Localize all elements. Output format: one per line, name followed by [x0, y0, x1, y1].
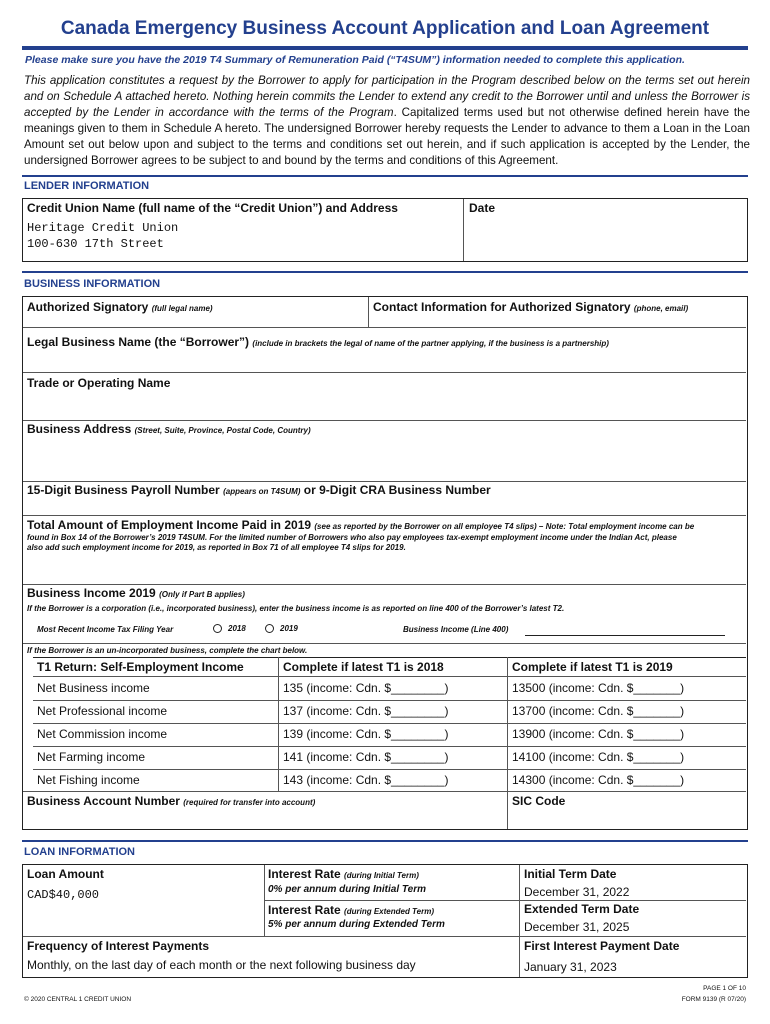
business-section-title: BUSINESS INFORMATION [24, 278, 161, 290]
business-address-field[interactable] [27, 437, 742, 477]
sic-code-field[interactable] [512, 809, 740, 825]
authorized-signatory-field[interactable] [27, 313, 363, 325]
title-rule [22, 46, 748, 50]
unincorporated-note: If the Borrower is an un-incorporated business, complete the chart below. [27, 646, 308, 655]
interest-rate-extended-value: 5% per annum during Extended Term [268, 919, 445, 930]
employment-income-label: Total Amount of Employment Income Paid in 2019 (see as reported by the Borrower on all employee T4 slips) – Note: Total employment income can be [27, 518, 695, 532]
t1-header-col3: Complete if latest T1 is 2019 [512, 660, 673, 674]
trade-name-field[interactable] [27, 391, 742, 417]
t1-table [33, 657, 746, 791]
employment-income-note-3: also add such employment income for 2019, as reported in Box 71 of all employee T4 slips for 2019. [27, 543, 406, 552]
year-2018-radio[interactable]: 2018 [213, 624, 246, 633]
t1-header-col2: Complete if latest T1 is 2018 [283, 660, 444, 674]
corporation-note: If the Borrower is a corporation (i.e., incorporated business), enter the business income is as reported on line 400 of the Borrower’s latest T2. [27, 604, 565, 613]
t1-2019-field[interactable]: 14300 (income: Cdn. $_______) [512, 773, 685, 787]
payment-frequency-label: Frequency of Interest Payments [27, 939, 210, 953]
form-number: FORM 9139 (R 07/20) [681, 996, 746, 1003]
trade-name-label: Trade or Operating Name [27, 376, 171, 390]
contact-info-label: Contact Information for Authorized Signatory (phone, email) [373, 300, 689, 314]
intro-paragraph [24, 73, 750, 169]
tax-filing-year-label: Most Recent Income Tax Filing Year [37, 625, 174, 634]
t1-2018-field[interactable]: 135 (income: Cdn. $________) [283, 681, 449, 695]
account-number-field[interactable] [27, 809, 497, 825]
initial-term-date-value: December 31, 2022 [524, 885, 630, 899]
intro-part2: . Capitalized terms used but not otherwise defined herein have the meanings given to them in Schedule A hereto. The undersigned Borrower hereby requests the Lender to advance to them a Loan in the Loan Amount set out below upon and subject to the terms and conditions set out herein, and if such application is accepted by the Lender, the undersigned Borrower agrees to be subject to and bound by the terms and conditions of this Agreement. [24, 106, 750, 167]
t1-row-label: Net Fishing income [37, 773, 140, 787]
loan-section-title: LOAN INFORMATION [24, 846, 136, 858]
payroll-number-field[interactable] [27, 498, 742, 512]
business-income-label: Business Income 2019 (Only if Part B applies) [27, 586, 245, 600]
t1-2018-field[interactable]: 137 (income: Cdn. $________) [283, 704, 449, 718]
interest-rate-extended-label: Interest Rate (during Extended Term) [268, 903, 434, 917]
interest-rate-initial-value: 0% per annum during Initial Term [268, 884, 426, 895]
t1-row-label: Net Farming income [37, 750, 146, 764]
payment-frequency-value: Monthly, on the last day of each month or the next following business day [27, 958, 416, 972]
t1-2019-field[interactable]: 13500 (income: Cdn. $_______) [512, 681, 685, 695]
year-2019-radio[interactable]: 2019 [265, 624, 298, 633]
date-label: Date [469, 201, 496, 215]
t1-2019-field[interactable]: 14100 (income: Cdn. $_______) [512, 750, 685, 764]
t4sum-note: Please make sure you have the 2019 T4 Summary of Remuneration Paid (“T4SUM”) information needed to complete this application. [25, 54, 685, 66]
t1-row-label: Net Professional income [37, 704, 168, 718]
lender-section-title: LENDER INFORMATION [24, 180, 150, 192]
legal-business-name-label: Legal Business Name (the “Borrower”) (include in brackets the legal of name of the partner applying, if the business is a partnership) [27, 335, 609, 349]
business-income-line-label: Business Income (Line 400) [403, 625, 509, 634]
credit-union-address-field[interactable]: 100-630 17th Street [27, 237, 164, 251]
t1-2019-field[interactable]: 13700 (income: Cdn. $_______) [512, 704, 685, 718]
loan-amount-label: Loan Amount [27, 867, 104, 881]
authorized-signatory-label: Authorized Signatory (full legal name) [27, 300, 213, 314]
interest-rate-initial-label: Interest Rate (during Initial Term) [268, 867, 419, 881]
t1-2018-field[interactable]: 141 (income: Cdn. $________) [283, 750, 449, 764]
legal-business-name-field[interactable] [27, 349, 742, 367]
lender-rule [22, 175, 748, 177]
loan-box [22, 864, 748, 978]
employment-income-field[interactable] [27, 555, 742, 581]
business-box [22, 296, 748, 830]
contact-info-field[interactable] [373, 313, 743, 325]
document-title: Canada Emergency Business Account Application and Loan Agreement [60, 18, 710, 39]
account-number-label: Business Account Number (required for transfer into account) [27, 794, 316, 808]
lender-box [22, 198, 748, 262]
extended-term-date-label: Extended Term Date [524, 902, 640, 916]
business-income-line-field[interactable] [525, 633, 725, 636]
t1-row-label: Net Business income [37, 681, 150, 695]
radio-2019-icon[interactable] [265, 624, 274, 633]
business-rule [22, 271, 748, 273]
t1-2018-field[interactable]: 139 (income: Cdn. $________) [283, 727, 449, 741]
t1-2018-field[interactable]: 143 (income: Cdn. $________) [283, 773, 449, 787]
intro-part1: This application constitutes a request by the Borrower to apply for participation in the Program described below on the terms set out herein and on Schedule A attached hereto. Nothing herein commits the Lender to extend any credit to the Borrower until and unless the Borrower is accepted by the Lender in accordance with the terms of the Program [24, 74, 750, 119]
radio-2018-icon[interactable] [213, 624, 222, 633]
t1-2019-field[interactable]: 13900 (income: Cdn. $_______) [512, 727, 685, 741]
business-address-label: Business Address (Street, Suite, Province, Postal Code, Country) [27, 422, 311, 436]
credit-union-name-label: Credit Union Name (full name of the “Credit Union”) and Address [27, 201, 398, 215]
initial-term-date-label: Initial Term Date [524, 867, 617, 881]
first-payment-date-value: January 31, 2023 [524, 960, 617, 974]
payroll-number-label: 15-Digit Business Payroll Number (appears on T4SUM) or 9-Digit CRA Business Number [27, 483, 491, 497]
loan-rule [22, 840, 748, 842]
first-payment-date-label: First Interest Payment Date [524, 939, 680, 953]
t1-header-col1: T1 Return: Self-Employment Income [37, 660, 244, 674]
extended-term-date-value: December 31, 2025 [524, 920, 630, 934]
loan-amount-field[interactable]: CAD$40,000 [27, 888, 100, 902]
employment-income-note-2: found in Box 14 of the Borrower’s 2019 T4SUM. For the limited number of Borrowers who also pay employees tax-exempt employment income under the Indian Act, please [27, 533, 677, 542]
t1-row-label: Net Commission income [37, 727, 168, 741]
copyright: © 2020 CENTRAL 1 CREDIT UNION [24, 996, 132, 1003]
page-number: PAGE 1 OF 10 [703, 985, 746, 992]
credit-union-name-field[interactable]: Heritage Credit Union [27, 221, 179, 235]
sic-code-label: SIC Code [512, 794, 566, 808]
date-field[interactable] [469, 219, 739, 257]
